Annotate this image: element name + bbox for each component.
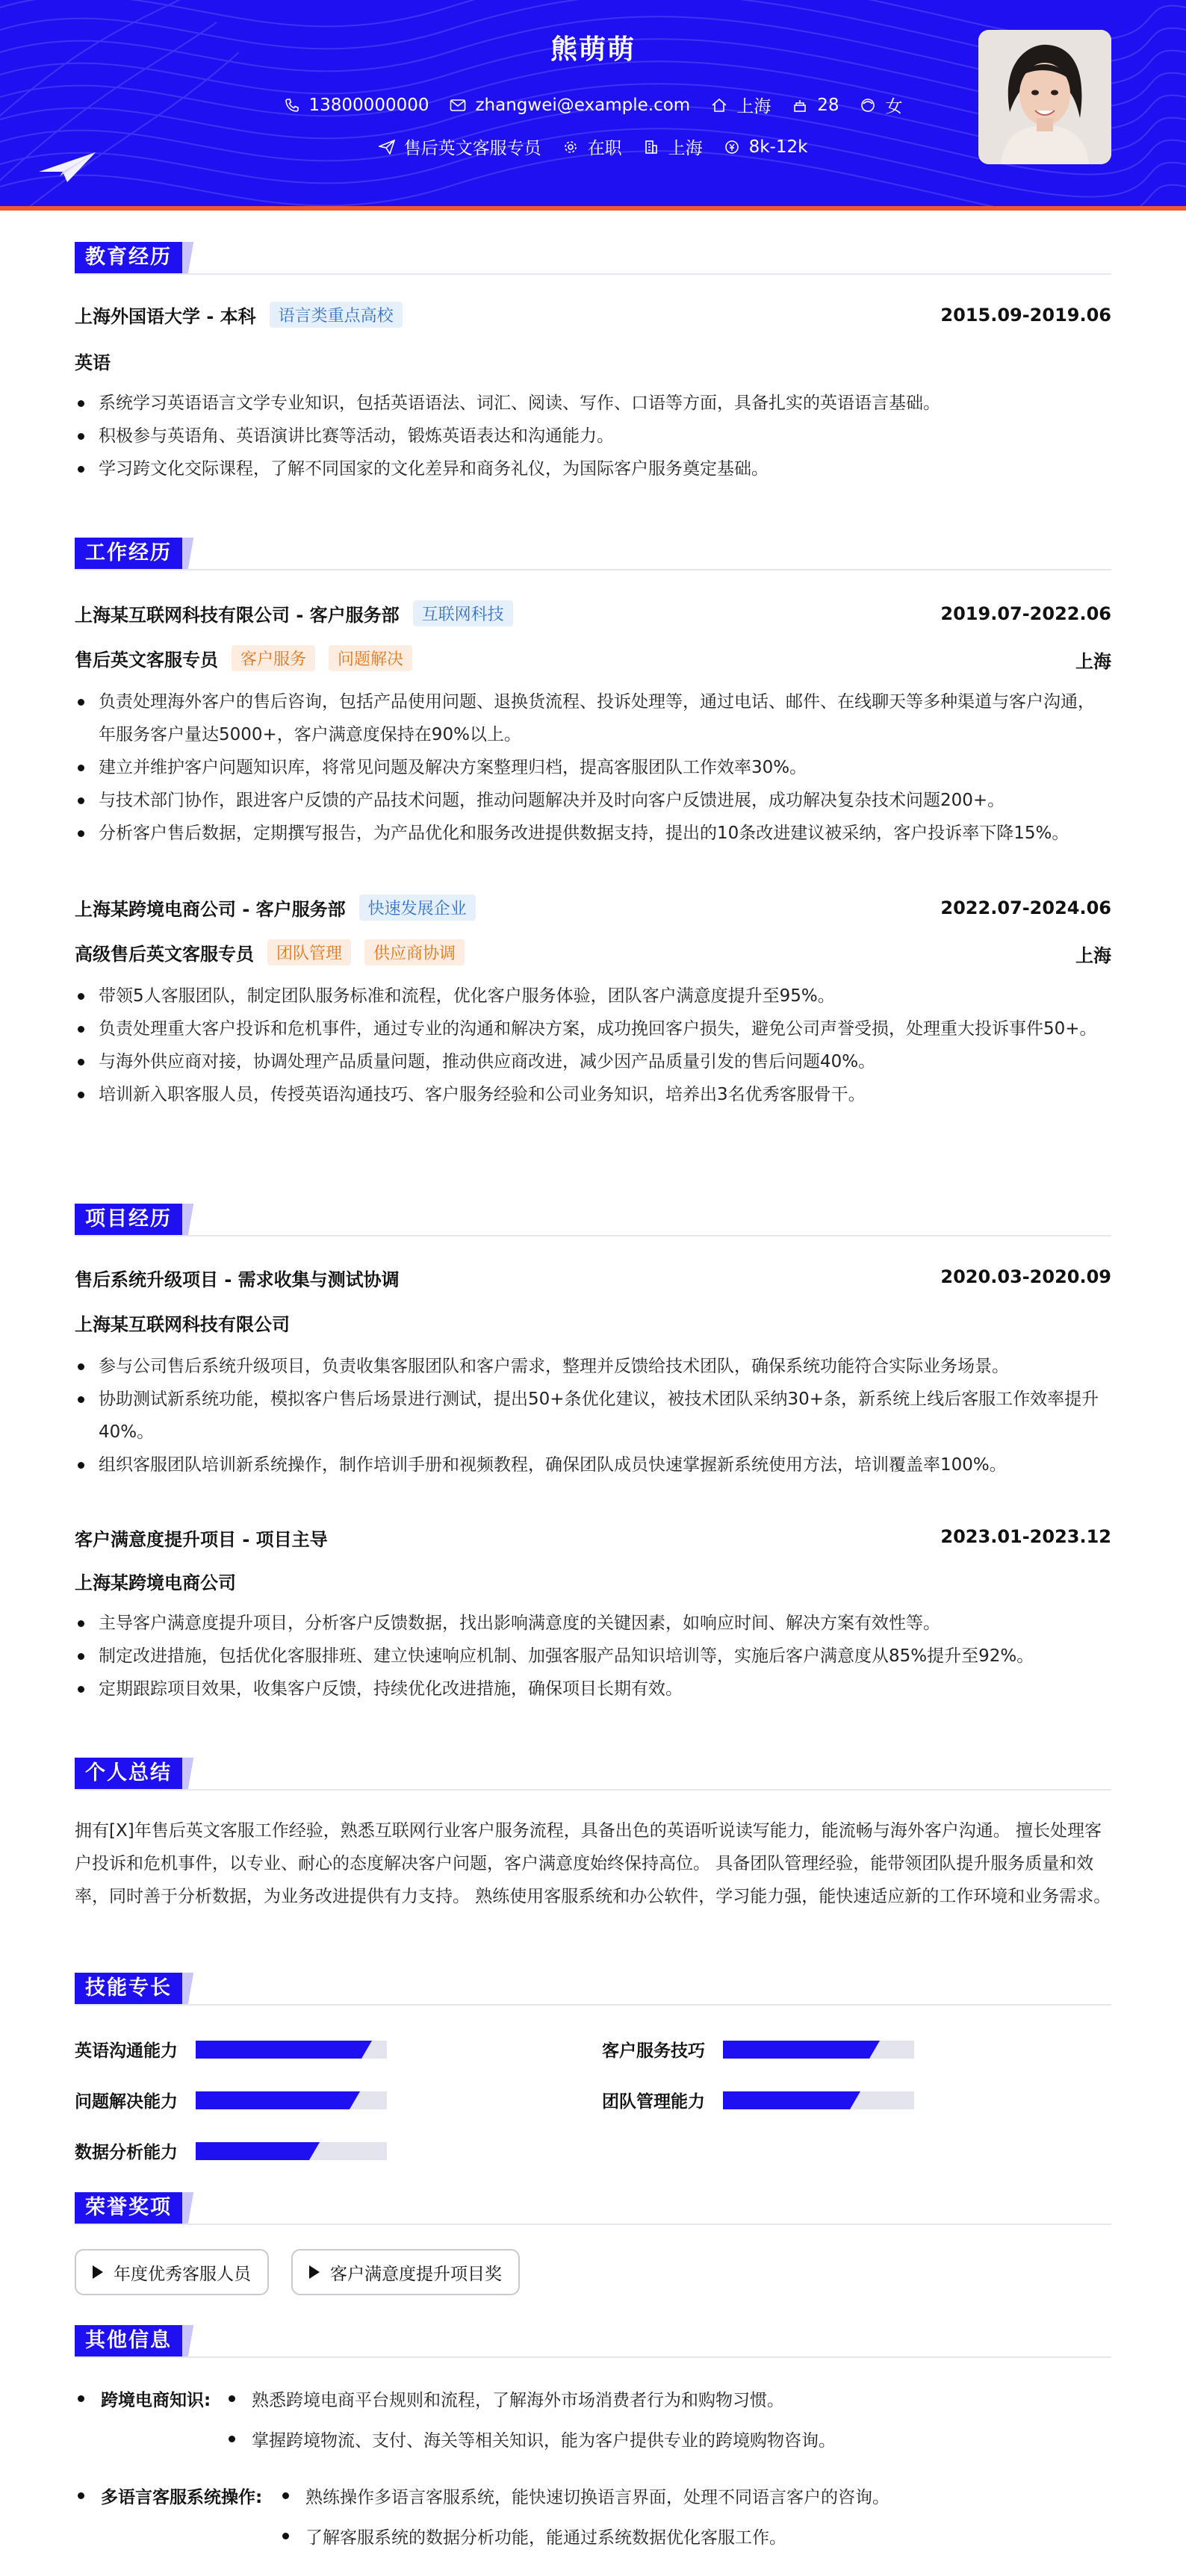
city-value: 上海 — [668, 139, 703, 158]
education-school: 上海外国语大学 - 本科 语言类重点高校 — [75, 302, 403, 328]
phone-number: 13800000000 — [308, 95, 429, 115]
list-item: 培训新入职客服人员，传授英语沟通技巧、客户服务经验和公司业务知识，培养出3名优秀客服骨干。 — [75, 1078, 1111, 1111]
building-icon — [643, 139, 659, 155]
section-label: 技能专长 — [75, 1973, 182, 2004]
list-item: 带领5人客服团队，制定团队服务标准和流程，优化客户服务体验，团队客户满意度提升至95%。 — [75, 980, 1111, 1012]
project-company: 上海某跨境电商公司 — [75, 1572, 236, 1593]
skill-name: 英语沟通能力 — [75, 2041, 178, 2061]
play-icon — [93, 2265, 103, 2279]
list-item: 系统学习英语语言文学专业知识，包括英语语法、词汇、阅读、写作、口语等方面，具备扎实的英语语言基础。 — [75, 387, 1111, 420]
gender-item — [860, 93, 902, 117]
role-tag: 问题解决 — [329, 645, 412, 671]
skill-name: 问题解决能力 — [75, 2092, 178, 2112]
status-item — [562, 134, 622, 159]
role-tag: 供应商协调 — [364, 939, 465, 965]
work-company: 上海某跨境电商公司 - 客户服务部 快速发展企业 — [75, 895, 476, 921]
phone-item — [284, 96, 429, 115]
cake-icon — [792, 97, 808, 113]
other-value: 熟练操作多语言客服系统，能快速切换语言界面，处理不同语言客户的咨询。 — [282, 2483, 890, 2508]
section-awards-title — [75, 2192, 196, 2224]
list-item: 分析客户售后数据，定期撰写报告，为产品优化和服务改进提供数据支持，提出的10条改进建议被采纳，客户投诉率下降15%。 — [75, 817, 1111, 850]
email-item — [450, 96, 690, 115]
skill-fill — [196, 2041, 361, 2059]
list-item: 建立并维护客户问题知识库，将常见问题及解决方案整理归档，提高客服团队工作效率30%。 — [75, 751, 1111, 784]
section-label: 荣誉奖项 — [75, 2192, 182, 2224]
list-item: 定期跟踪项目效果，收集客户反馈，持续优化改进措施，确保项目长期有效。 — [75, 1673, 1111, 1705]
salary-item — [724, 137, 808, 157]
salary-value: 8k-12k — [748, 137, 808, 157]
age-value: 28 — [817, 95, 839, 115]
section-label: 个人总结 — [75, 1758, 182, 1789]
mail-icon — [450, 97, 466, 113]
play-icon — [309, 2265, 320, 2279]
section-other-title — [75, 2325, 196, 2356]
skill-bar — [196, 2142, 387, 2160]
home-icon — [711, 97, 727, 113]
work-role: 售后英文客服专员 客户服务 问题解决 — [75, 645, 412, 671]
skill-name: 数据分析能力 — [75, 2143, 178, 2162]
skill-bar — [196, 2041, 387, 2059]
skill-item — [602, 2037, 914, 2062]
section-divider — [75, 1235, 1111, 1236]
education-bullets — [75, 387, 1111, 485]
section-label: 项目经历 — [75, 1204, 182, 1235]
section-label: 其他信息 — [75, 2325, 182, 2356]
section-divider — [75, 2356, 1111, 2358]
project-title: 客户满意度提升项目 - 项目主导 — [75, 1529, 328, 1550]
education-major: 英语 — [75, 352, 111, 373]
gender-value: 女 — [885, 97, 903, 116]
skill-item — [75, 2088, 387, 2112]
skill-item — [75, 2037, 387, 2062]
candidate-name: 熊萌萌 — [550, 34, 636, 65]
skill-fill — [196, 2091, 350, 2109]
section-summary-title — [75, 1758, 196, 1789]
section-divider — [75, 273, 1111, 275]
city-item — [643, 134, 703, 159]
other-key: 跨境电商知识: — [75, 2386, 211, 2411]
role-tag: 团队管理 — [267, 939, 351, 965]
section-work-title — [75, 538, 196, 569]
list-item: 参与公司售后系统升级项目，负责收集客服团队和客户需求，整理并反馈给技术团队，确保系统功能符合实际业务场景。 — [75, 1350, 1111, 1383]
project-title: 售后系统升级项目 - 需求收集与测试协调 — [75, 1269, 400, 1290]
other-value: 熟悉跨境电商平台规则和流程，了解海外市场消费者行为和购物习惯。 — [229, 2386, 784, 2411]
work-date: 2019.07-2022.06 — [940, 603, 1111, 624]
skill-bar — [723, 2041, 914, 2059]
job-target-value: 售后英文客服专员 — [403, 139, 541, 158]
award-label: 年度优秀客服人员 — [114, 2264, 251, 2284]
work-bullets — [75, 685, 1111, 850]
education-date: 2015.09-2019.06 — [940, 305, 1111, 326]
section-label: 教育经历 — [75, 242, 182, 273]
skill-bar — [723, 2091, 914, 2109]
list-item: 组织客服团队培训新系统操作，制作培训手册和视频教程，确保团队成员快速掌握新系统使用方法，培训覆盖率100%。 — [75, 1449, 1111, 1481]
list-item: 负责处理海外客户的售后咨询，包括产品使用问题、退换货流程、投诉处理等，通过电话、邮件、在线聊天等多种渠道与客户沟通，年服务客户量达5000+，客户满意度保持在90%以上。 — [75, 685, 1111, 751]
other-value: 掌握跨境物流、支付、海关等相关知识，能为客户提供专业的跨境购物咨询。 — [229, 2427, 836, 2451]
skill-fill — [723, 2091, 850, 2109]
work-city: 上海 — [1075, 945, 1111, 966]
project-bullets — [75, 1607, 1111, 1705]
send-icon — [379, 139, 395, 155]
work-bullets — [75, 980, 1111, 1111]
list-item: 与技术部门协作，跟进客户反馈的产品技术问题，推动问题解决并及时向客户反馈进展，成功解决复杂技术问题200+。 — [75, 784, 1111, 817]
project-bullets — [75, 1350, 1111, 1481]
section-education-title — [75, 242, 196, 273]
status-value: 在职 — [587, 139, 622, 158]
project-date: 2020.03-2020.09 — [940, 1266, 1111, 1287]
skill-fill — [723, 2041, 869, 2059]
skill-name: 客户服务技巧 — [602, 2041, 705, 2061]
award-chip — [291, 2249, 520, 2295]
section-skills-title — [75, 1973, 196, 2004]
section-divider — [75, 569, 1111, 570]
list-item: 制定改进措施，包括优化客服排班、建立快速响应机制、加强客服产品知识培训等，实施后客户满意度从85%提升至92%。 — [75, 1640, 1111, 1673]
skill-bar — [196, 2091, 387, 2109]
work-role: 高级售后英文客服专员 团队管理 供应商协调 — [75, 939, 465, 965]
money-icon — [724, 139, 740, 155]
role-tag: 客户服务 — [232, 645, 315, 671]
person-icon — [860, 97, 876, 113]
avatar — [978, 30, 1111, 164]
header-accent-stripe — [0, 206, 1186, 211]
list-item: 负责处理重大客户投诉和危机事件，通过专业的沟通和解决方案，成功挽回客户损失，避免公司声誉受损，处理重大投诉事件50+。 — [75, 1012, 1111, 1045]
age-item — [792, 96, 839, 115]
email-address: zhangwei@example.com — [475, 95, 691, 115]
company-tag: 互联网科技 — [413, 600, 513, 626]
company-tag: 快速发展企业 — [359, 895, 476, 921]
skill-item — [602, 2088, 914, 2112]
work-city: 上海 — [1075, 651, 1111, 672]
other-value: 了解客服系统的数据分析功能，能通过系统数据优化客服工作。 — [282, 2524, 786, 2548]
award-label: 客户满意度提升项目奖 — [330, 2264, 502, 2284]
section-label: 工作经历 — [75, 538, 182, 569]
list-item: 学习跨文化交际课程，了解不同国家的文化差异和商务礼仪，为国际客户服务奠定基础。 — [75, 452, 1111, 485]
section-projects-title — [75, 1204, 196, 1235]
skill-name: 团队管理能力 — [602, 2092, 705, 2112]
section-divider — [75, 2224, 1111, 2225]
work-date: 2022.07-2024.06 — [940, 897, 1111, 918]
skill-fill — [196, 2142, 309, 2160]
work-company: 上海某互联网科技有限公司 - 客户服务部 互联网科技 — [75, 600, 513, 626]
list-item: 积极参与英语角、英语演讲比赛等活动，锻炼英语表达和沟通能力。 — [75, 420, 1111, 452]
list-item: 协助测试新系统功能，模拟客户售后场景进行测试，提出50+条优化建议，被技术团队采纳30+条，新系统上线后客服工作效率提升40%。 — [75, 1383, 1111, 1449]
section-divider — [75, 2004, 1111, 2006]
list-item: 与海外供应商对接，协调处理产品质量问题，推动供应商改进，减少因产品质量引发的售后问题40%。 — [75, 1045, 1111, 1078]
gear-icon — [562, 139, 579, 155]
paper-plane-icon — [37, 149, 97, 187]
skill-item — [75, 2138, 387, 2163]
location-item — [711, 93, 771, 117]
job-target-item — [379, 134, 541, 159]
other-key: 多语言客服系统操作: — [75, 2483, 262, 2508]
project-company: 上海某互联网科技有限公司 — [75, 1314, 290, 1335]
project-date: 2023.01-2023.12 — [940, 1526, 1111, 1547]
school-tag: 语言类重点高校 — [270, 302, 403, 328]
location-value: 上海 — [736, 97, 771, 116]
summary-text: 拥有[X]年售后英文客服工作经验，熟悉互联网行业客户服务流程，具备出色的英语听说读写能力，能流畅与海外客户沟通。 擅长处理客户投诉和危机事件，以专业、耐心的态度解决客户问题，客户满意度始终保持高位。 具备团队管理经验，能带领团队提升服务质量和效率，同时善于分析数据，为业务改进提供有力支持。 熟练使用客服系统和办公软件，学习能力强，能快速适应新的工作环境和业务需求。 — [75, 1821, 1111, 1906]
award-chip — [75, 2249, 269, 2295]
resume-header — [0, 0, 1186, 211]
list-item: 主导客户满意度提升项目，分析客户反馈数据，找出影响满意度的关键因素，如响应时间、解决方案有效性等。 — [75, 1607, 1111, 1640]
section-divider — [75, 1789, 1111, 1791]
phone-icon — [284, 97, 300, 113]
